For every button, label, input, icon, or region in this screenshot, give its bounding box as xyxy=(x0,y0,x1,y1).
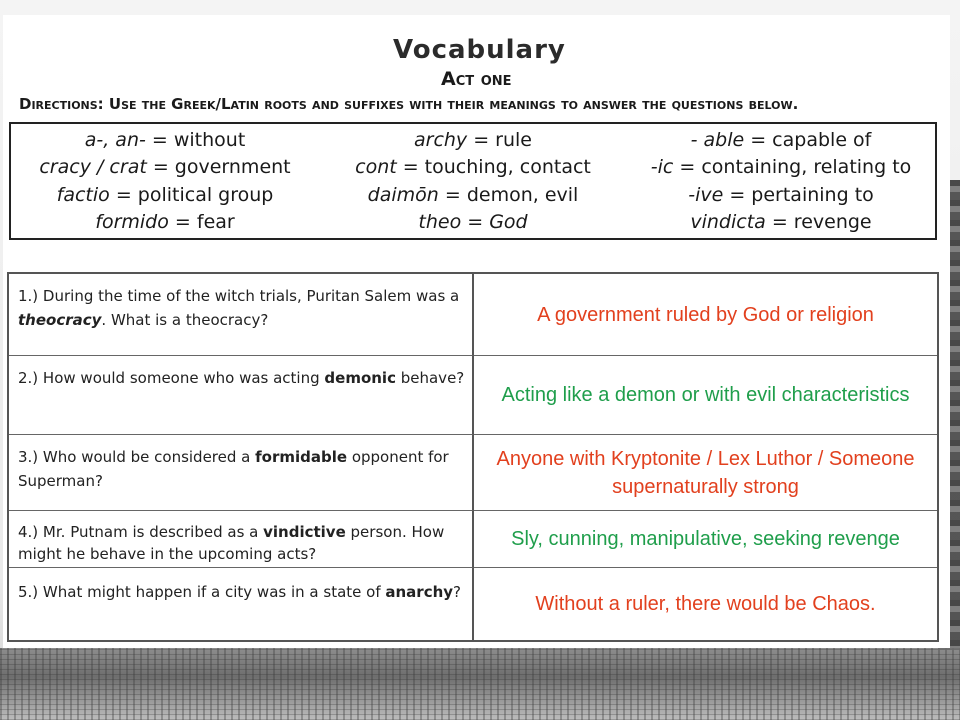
roots-column xyxy=(627,124,935,238)
background-field xyxy=(0,648,960,720)
root-entry: cracy / crat = government xyxy=(39,156,291,179)
answer-cell: Without a ruler, there would be Chaos. xyxy=(535,593,876,615)
root-entry: formido = fear xyxy=(95,211,235,234)
root-entry: vindicta = revenge xyxy=(690,211,872,234)
question-cell xyxy=(9,511,474,568)
questions-table xyxy=(7,272,939,642)
roots-column xyxy=(11,124,319,238)
root-entry: a-, an- = without xyxy=(84,128,246,151)
directions-text: Directions: Use the Greek/Latin roots and suffixes with their meanings to answer the questions below. xyxy=(19,95,799,113)
root-entry: daimōn = demon, evil xyxy=(367,183,579,206)
root-entry: theo = God xyxy=(418,211,528,234)
root-entry: cont = touching, contact xyxy=(355,156,591,179)
page-title: Vocabulary xyxy=(393,35,566,65)
suffix-entry: -ic = containing, relating to xyxy=(650,156,912,179)
question-text: 3.) Who would be considered a formidable opponent for Superman? xyxy=(18,448,449,490)
answer-cell: Acting like a demon or with evil characteristics xyxy=(474,356,937,435)
question-cell xyxy=(9,435,474,511)
question-text: 2.) How would someone who was acting demonic behave? xyxy=(18,369,465,387)
answer-cell: Sly, cunning, manipulative, seeking revenge xyxy=(474,511,937,568)
question-text: 4.) Mr. Putnam is described as a vindictive person. How might he behave in the upcoming acts? xyxy=(18,523,445,563)
question-text: 5.) What might happen if a city was in a state of anarchy? xyxy=(18,583,462,601)
root-entry: archy = rule xyxy=(413,128,532,151)
suffix-entry: - able = capable of xyxy=(690,128,872,151)
question-cell xyxy=(9,274,474,356)
roots-table xyxy=(9,122,937,240)
answer-cell: A government ruled by God or religion xyxy=(474,274,937,356)
page-subtitle: Act one xyxy=(441,68,512,90)
question-text: 1.) During the time of the witch trials, Puritan Salem was a theocracy. What is a theocracy? xyxy=(18,287,460,329)
root-entry: factio = political group xyxy=(56,183,274,206)
question-cell xyxy=(9,568,474,640)
question-cell xyxy=(9,356,474,435)
roots-column xyxy=(319,124,627,238)
answer-cell: Anyone with Kryptonite / Lex Luthor / Someone supernaturally strong xyxy=(474,435,937,511)
suffix-entry: -ive = pertaining to xyxy=(688,183,874,206)
